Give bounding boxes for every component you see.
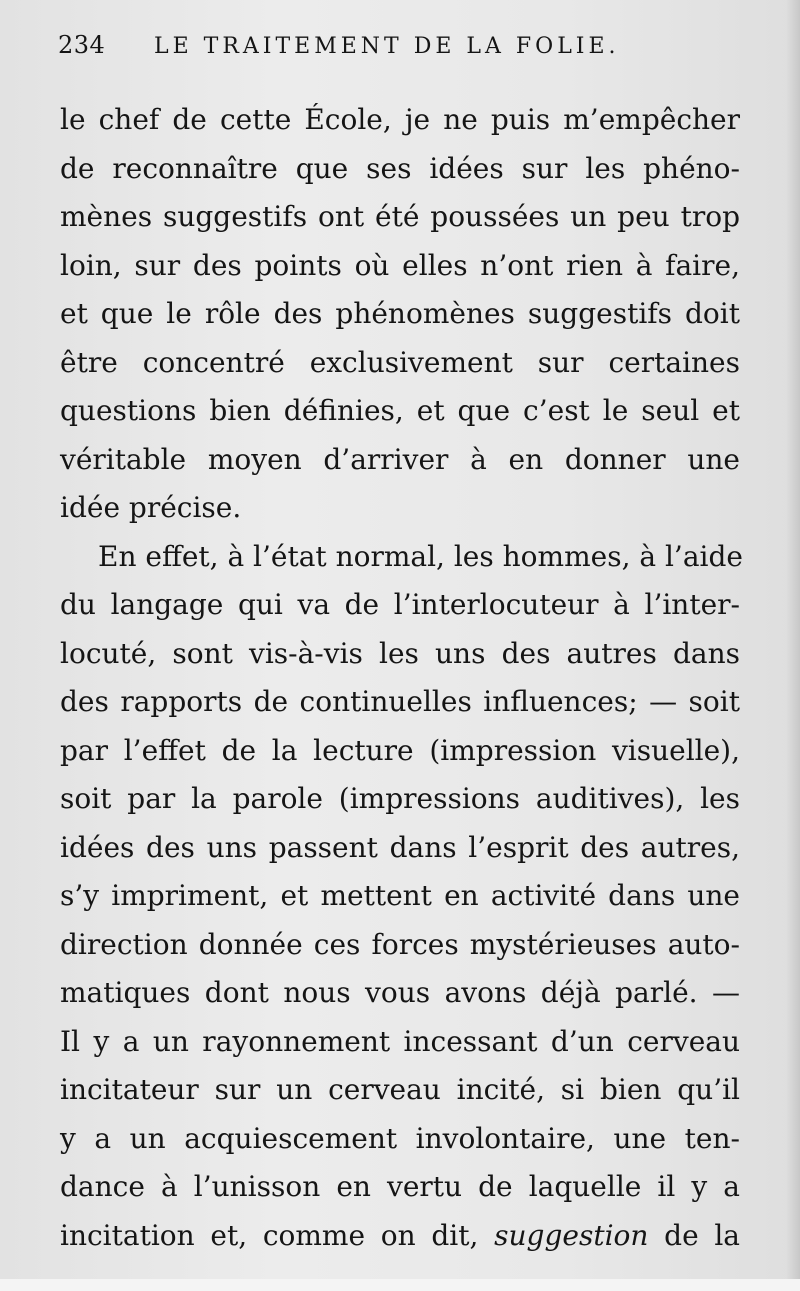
paragraph-first-line: En effet, à l’état normal, les hommes, à l’aide (98, 539, 743, 573)
italic-term: suggestion (494, 1218, 649, 1252)
text-line: soit par la parole (impressions auditives), les (60, 782, 740, 815)
text-line: et que le rôle des phénomènes suggestifs doit (60, 297, 740, 330)
running-title: LE TRAITEMENT DE LA FOLIE. (154, 34, 620, 59)
text-line: loin, sur des points où elles n’ont rien à faire, (60, 248, 740, 282)
text-line: par l’effet de la lecture (impression visuelle), (60, 733, 740, 767)
text-line: véritable moyen d’arriver à en donner une (60, 442, 740, 476)
text-line: des rapports de continuelles influences; — soit (60, 685, 740, 718)
text-line: direction donnée ces forces mystérieuses auto- (60, 927, 740, 961)
running-header (58, 30, 758, 70)
text-line: idées des uns passent dans l’esprit des autres, (60, 830, 740, 864)
body-text (60, 96, 743, 1260)
page-edge-shadow (786, 0, 800, 1291)
page-number: 234 (58, 31, 106, 59)
text-line: de reconnaître que ses idées sur les phéno- (60, 151, 740, 185)
text-line: être concentré exclusivement sur certaines (60, 345, 740, 379)
final-line-end: de la (648, 1218, 740, 1252)
page-bottom-margin (0, 1279, 800, 1291)
text-line: le chef de cette École, je ne puis m’empêcher (60, 103, 740, 136)
text-line: y a un acquiescement involontaire, une ten- (60, 1121, 740, 1155)
text-line: mènes suggestifs ont été poussées un peu trop (60, 200, 740, 233)
final-line-start: incitation et, comme on dit, (60, 1218, 495, 1252)
paragraph-end-line: idée précise. (60, 491, 242, 524)
text-line: du langage qui va de l’interlocuteur à l’inter- (60, 588, 740, 621)
text-line: incitateur sur un cerveau incité, si bien qu’il (60, 1073, 740, 1106)
text-line: matiques dont nous vous avons déjà parlé. — (60, 976, 740, 1009)
text-line: dance à l’unisson en vertu de laquelle il y a (60, 1170, 740, 1203)
text-line: s’y impriment, et mettent en activité dans une (60, 879, 740, 912)
text-line-final (60, 1212, 740, 1261)
text-line: questions bien définies, et que c’est le seul et (60, 394, 740, 427)
text-line: locuté, sont vis-à-vis les uns des autres dans (60, 636, 740, 670)
text-line: Il y a un rayonnement incessant d’un cerveau (60, 1024, 740, 1058)
